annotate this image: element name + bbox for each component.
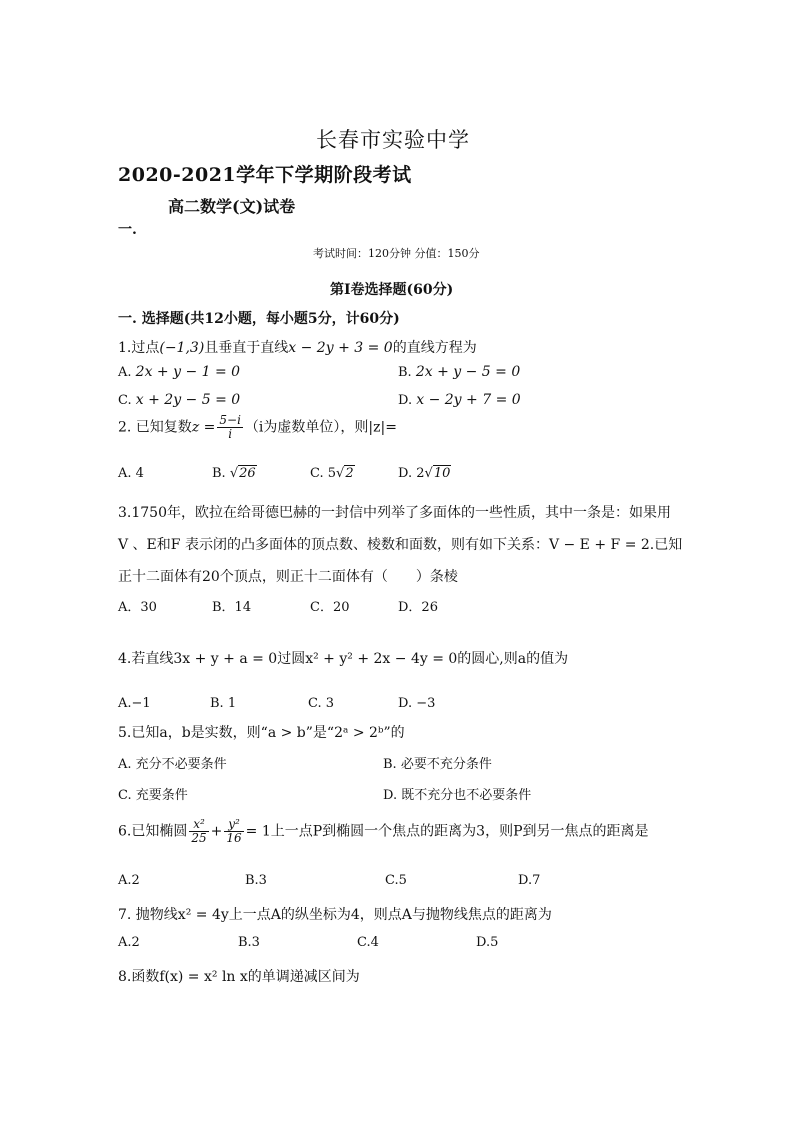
q4-option-c: C. 3 bbox=[308, 696, 335, 711]
school-name: 长春市实验中学 bbox=[316, 128, 470, 152]
q6-post: = 1上一点P到椭圆一个焦点的距离为3，则P到另一焦点的距离是 bbox=[245, 823, 649, 840]
q3-line-2: V 、E和F 表示闭的凸多面体的顶点数、棱数和面数，则有如下关系：V − E + F = 2.已知 bbox=[118, 537, 683, 553]
q7-option-a: A.2 bbox=[118, 935, 140, 950]
q1-option-b bbox=[398, 364, 520, 380]
fraction-numerator: x² bbox=[189, 818, 208, 832]
q2-option-b bbox=[212, 466, 257, 481]
question-1 bbox=[118, 337, 477, 357]
q4-option-a: A.−1 bbox=[118, 696, 151, 711]
q2-option-d bbox=[398, 466, 451, 481]
q2-fraction bbox=[217, 414, 243, 441]
option-value: 4 bbox=[135, 466, 144, 481]
exam-subject: 高二数学(文)试卷 bbox=[168, 197, 296, 216]
q4-option-d: D. −3 bbox=[398, 696, 436, 711]
option-label: B. bbox=[212, 466, 226, 481]
q4-option-b: B. 1 bbox=[210, 696, 237, 711]
q7-option-c: C.4 bbox=[357, 935, 379, 950]
option-label: C. bbox=[118, 393, 132, 408]
question-4: 4.若直线3x + y + a = 0过圆x² + y² + 2x − 4y = 0的圆心,则a的值为 bbox=[118, 651, 569, 667]
question-7: 7. 抛物线x² = 4y上一点A的纵坐标为4，则点A与抛物线焦点的距离为 bbox=[118, 907, 552, 923]
q6-fraction-x bbox=[189, 818, 208, 845]
q1-mid: 且垂直于直线 bbox=[204, 340, 289, 356]
question-6: 6.已知椭圆 $\frac{\text{x²}}{25}$ + $\frac{\text{y²}}{16}$ = 1上一点P到椭圆一个焦点的距离为3，则P到另一焦点的距离是 bbox=[118, 817, 649, 846]
q1-point: (−1,3) bbox=[159, 340, 205, 356]
q5-option-b: B. 必要不充分条件 bbox=[383, 757, 492, 772]
option-expr: 2x + y − 1 = 0 bbox=[135, 364, 241, 380]
section-marker: 一. bbox=[118, 222, 137, 238]
q5-option-a: A. 充分不必要条件 bbox=[118, 757, 227, 772]
question-2 bbox=[118, 414, 397, 441]
sqrt-symbol: √2 bbox=[336, 466, 354, 481]
option-expr: 2x + y − 5 = 0 bbox=[415, 364, 521, 380]
q3-option-c: C．20 bbox=[310, 600, 350, 615]
q3-option-d: D．26 bbox=[398, 600, 438, 615]
fraction-numerator: y² bbox=[224, 818, 243, 832]
q6-pre: 6.已知椭圆 bbox=[118, 823, 188, 840]
option-expr: x − 2y + 7 = 0 bbox=[416, 392, 521, 408]
q6-option-b: B.3 bbox=[245, 873, 267, 888]
fraction-denominator: 25 bbox=[191, 831, 207, 846]
section-title: 一. 选择题(共12小题，每小题5分，计60分) bbox=[118, 311, 400, 327]
q6-option-c: C.5 bbox=[385, 873, 407, 888]
option-label: C. bbox=[310, 466, 324, 481]
exam-info: 考试时间：120分钟 分值：150分 bbox=[313, 247, 480, 260]
q3-line-3: 正十二面体有20个顶点，则正十二面体有（ ）条棱 bbox=[118, 569, 458, 585]
question-8: 8.函数f(x) = x² ln x的单调递减区间为 bbox=[118, 969, 360, 985]
q3-option-a: A．30 bbox=[118, 600, 157, 615]
q2-lhs: z = bbox=[191, 419, 216, 436]
q6-fraction-y bbox=[224, 818, 243, 845]
exam-year-title: 2020-2021学年下学期阶段考试 bbox=[118, 164, 412, 186]
option-label: D. bbox=[398, 393, 413, 408]
q1-line: x − 2y + 3 = 0 bbox=[288, 340, 393, 356]
option-label: D. bbox=[398, 466, 413, 481]
q2-pre: 2. 已知复数 bbox=[118, 419, 192, 436]
sqrt-symbol: √26 bbox=[229, 466, 256, 481]
q7-option-b: B.3 bbox=[238, 935, 260, 950]
q5-option-c: C. 充要条件 bbox=[118, 788, 188, 803]
q6-option-d: D.7 bbox=[518, 873, 541, 888]
q5-option-d: D. 既不充分也不必要条件 bbox=[383, 788, 532, 803]
fraction-numerator: 5−i bbox=[219, 413, 241, 427]
q7-option-d: D.5 bbox=[476, 935, 499, 950]
q1-pre: 1.过点 bbox=[118, 340, 160, 356]
radicand: 2 bbox=[345, 466, 354, 481]
q1-option-a bbox=[118, 364, 240, 380]
radicand: 26 bbox=[239, 466, 256, 481]
sqrt-symbol: √10 bbox=[424, 466, 451, 481]
option-label: A. bbox=[118, 466, 132, 481]
coefficient: 5 bbox=[327, 466, 337, 481]
q2-option-c bbox=[310, 466, 355, 481]
option-label: A. bbox=[118, 365, 132, 380]
q1-post: 的直线方程为 bbox=[392, 340, 477, 356]
q1-option-d bbox=[398, 392, 521, 408]
q1-option-c bbox=[118, 392, 240, 408]
fraction-denominator: i bbox=[228, 427, 233, 442]
coefficient: 2 bbox=[416, 466, 425, 481]
option-label: B. bbox=[398, 365, 412, 380]
q2-post: （i为虚数单位），则|z|= bbox=[244, 419, 397, 436]
radicand: 10 bbox=[433, 466, 451, 481]
q2-option-a bbox=[118, 466, 144, 481]
option-expr: x + 2y − 5 = 0 bbox=[135, 392, 241, 408]
q3-line-1: 3.1750年，欧拉在给哥德巴赫的一封信中列举了多面体的一些性质，其中一条是：如果用 bbox=[118, 505, 671, 521]
q6-option-a: A.2 bbox=[118, 873, 140, 888]
question-5: 5.已知a，b是实数，则“a > b”是“2ᵃ > 2ᵇ”的 bbox=[118, 725, 405, 741]
q3-option-b: B．14 bbox=[212, 600, 252, 615]
fraction-denominator: 16 bbox=[226, 831, 242, 846]
volume-title: 第Ⅰ卷选择题(60分) bbox=[330, 282, 454, 298]
